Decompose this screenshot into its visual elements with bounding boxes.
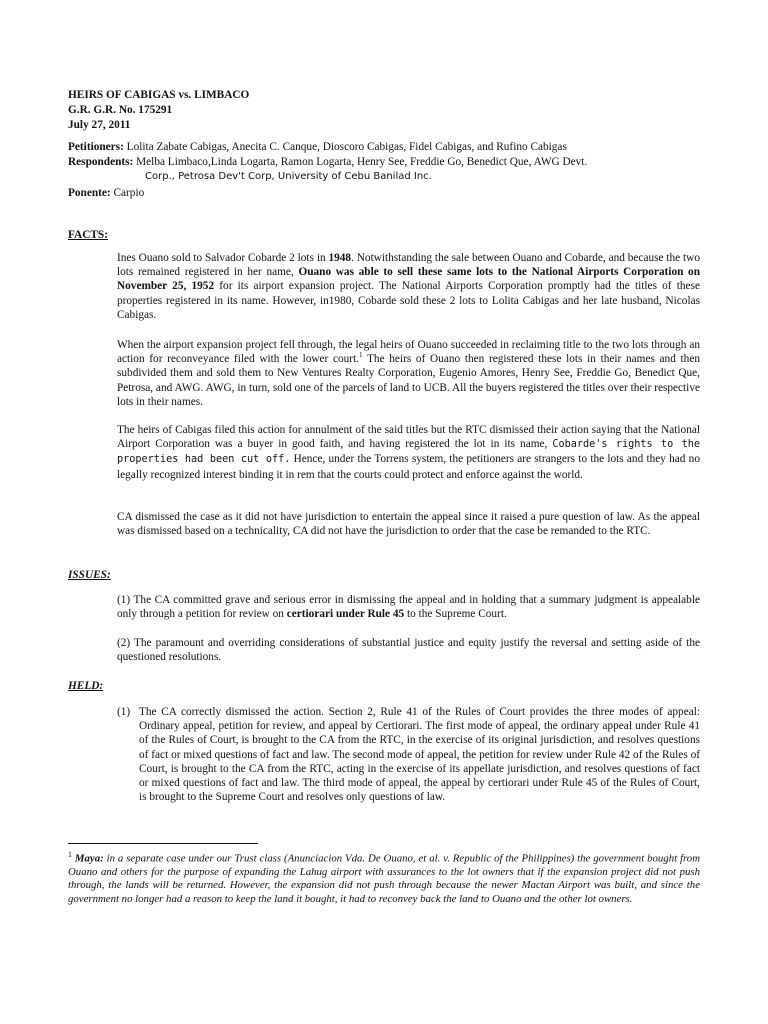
held-item-1 (117, 705, 700, 804)
footnote-mark: 1 (68, 850, 72, 859)
petitioners-row (68, 140, 708, 154)
facts-paragraph-4: CA dismissed the case as it did not have jurisdiction to entertain the appeal since it raised a pure question of law. As the appeal was dismissed based on a technicality, CA did not have the jurisdiction to order that the case be remanded to the RTC. (117, 511, 700, 538)
ponente-name: Carpio (113, 186, 145, 199)
held-heading: HELD: (68, 680, 104, 692)
facts-paragraph-3 (117, 423, 700, 482)
issue-1-text-b: to the Supreme Court. (404, 608, 507, 621)
held-item-number: (1) (117, 706, 131, 718)
footnote-ref: 1 (359, 351, 363, 360)
petitioners-label: Petitioners: (68, 141, 124, 153)
parties-block (68, 140, 708, 201)
issue-1-bold: certiorari under Rule 45 (286, 608, 405, 621)
facts-p1-text-a: Ines Ouano sold to Salvador Cobarde 2 lots in (117, 252, 329, 264)
footnote-divider (68, 843, 258, 844)
facts-p1-text-b: . Notwithstanding the sale between Ouano and Cobarde, and because the two lots remained registered in her name, (117, 252, 700, 279)
facts-paragraph-1 (117, 251, 700, 322)
respondents-label: Respondents: (68, 156, 134, 169)
case-title: HEIRS OF CABIGAS vs. LIMBACO (68, 89, 250, 101)
facts-p3-mono: Cobarde's rights to the properties had been cut off. (117, 439, 700, 466)
case-number: G.R. G.R. No. 175291 (68, 104, 173, 116)
facts-p3-text-a: The heirs of Cabigas filed this action for annulment of the said titles but the RTC dismissed their action saying that the National Airport Corporation was a buyer in good faith, and having registered the lot in its name, (117, 424, 700, 451)
facts-p1-text-c: for its airport expansion project. The National Airports Corporation promptly had the titles of these properties registered in its name. However, in1980, Cobarde sold these 2 lots to Lolita Cabigas and her late husband, Nicolas Cabigas. (117, 280, 700, 321)
facts-p2-text-a: When the airport expansion project fell through, the legal heirs of Ouano succeeded in reclaiming title to the two lots through an action for reconveyance filed with the lower court. (117, 339, 700, 366)
facts-heading: FACTS: (68, 229, 108, 241)
case-header (68, 88, 708, 133)
issue-1 (117, 593, 700, 621)
issue-2: (2) The paramount and overriding considerations of substantial justice and equity justify the reversal and setting aside of the questioned resolutions. (117, 637, 700, 664)
facts-p2-text-b: The heirs of Ouano then registered these lots in their names and then subdivided them and sold them to New Ventures Realty Corporation, Eugenio Amores, Henry See, Freddie Go, Benedict Que, Petrosa, and AWG. AWG, in turn, sold one of the parcels of land to UCB. All the buyers registered the titles over their respective lots in their names. (117, 353, 700, 408)
footnote-text: in a separate case under our Trust class (Anunciacion Vda. De Ouano, et al. v. Republic of the Philippines) the government bought from Ouano and others for the purpose of expanding the Lahug airport with assurances to the lot owners that if the expansion project did not push through, the lands will be returned. However, the expansion did not push through because the newer Mactan Airport was built, and since the government no longer had a reason to keep the land it bought, it had to reconvey back the land to Ouano and the other lot owners. (68, 852, 701, 905)
footnote-author: Maya: (74, 852, 104, 865)
footnote (68, 848, 700, 906)
respondents-continued: Corp., Petrosa Dev't Corp, University of Cebu Banilad Inc. (145, 171, 432, 183)
issues-heading: ISSUES: (68, 569, 111, 581)
facts-p1-year: 1948 (328, 252, 352, 264)
issue-1-text-a: (1) The CA committed grave and serious error in dismissing the appeal and in holding that a summary judgment is appealable only through a petition for review on (117, 594, 700, 621)
respondents-names: Melba Limbaco,Linda Logarta, Ramon Logarta, Henry See, Freddie Go, Benedict Que, AWG Devt. (136, 156, 588, 169)
petitioners-names: Lolita Zabate Cabigas, Anecita C. Canque, Dioscoro Cabigas, Fidel Cabigas, and Rufino Cabigas (126, 141, 567, 153)
facts-p1-bold: Ouano was able to sell these same lots to the National Airports Corporation on November 25, 1952 (117, 266, 700, 293)
ponente-label: Ponente: (68, 186, 111, 199)
facts-p3-text-b: Hence, under the Torrens system, the petitioners are strangers to the lots and they had no legally recognized interest binding it in rem that the courts could protect and enforce against the world. (117, 453, 700, 481)
case-date: July 27, 2011 (68, 119, 131, 131)
facts-paragraph-2 (117, 338, 700, 409)
ponente-row (68, 186, 708, 200)
respondents-row (68, 155, 708, 169)
held-item-text: The CA correctly dismissed the action. Section 2, Rule 41 of the Rules of Court provides the three modes of appeal: Ordinary appeal, petition for review, and appeal by Certiorari. The first mode of appeal, the ordinary appeal under Rule 41 of the Rules of Court, is brought to the CA from the RTC, in the exercise of its original jurisdiction, and resolves questions of fact or mixed questions of fact and law. The second mode of appeal, the petition for review under Rule 42 of the Rules of Court, is brought to the CA from the RTC, acting in the exercise of its appellate jurisdiction, and resolves questions of fact or mixed questions of fact and law. The third mode of appeal, the appeal by certiorari under Rule 45 of the Rules of Court, is brought to the Supreme Court and resolves only questions of law. (139, 706, 700, 804)
